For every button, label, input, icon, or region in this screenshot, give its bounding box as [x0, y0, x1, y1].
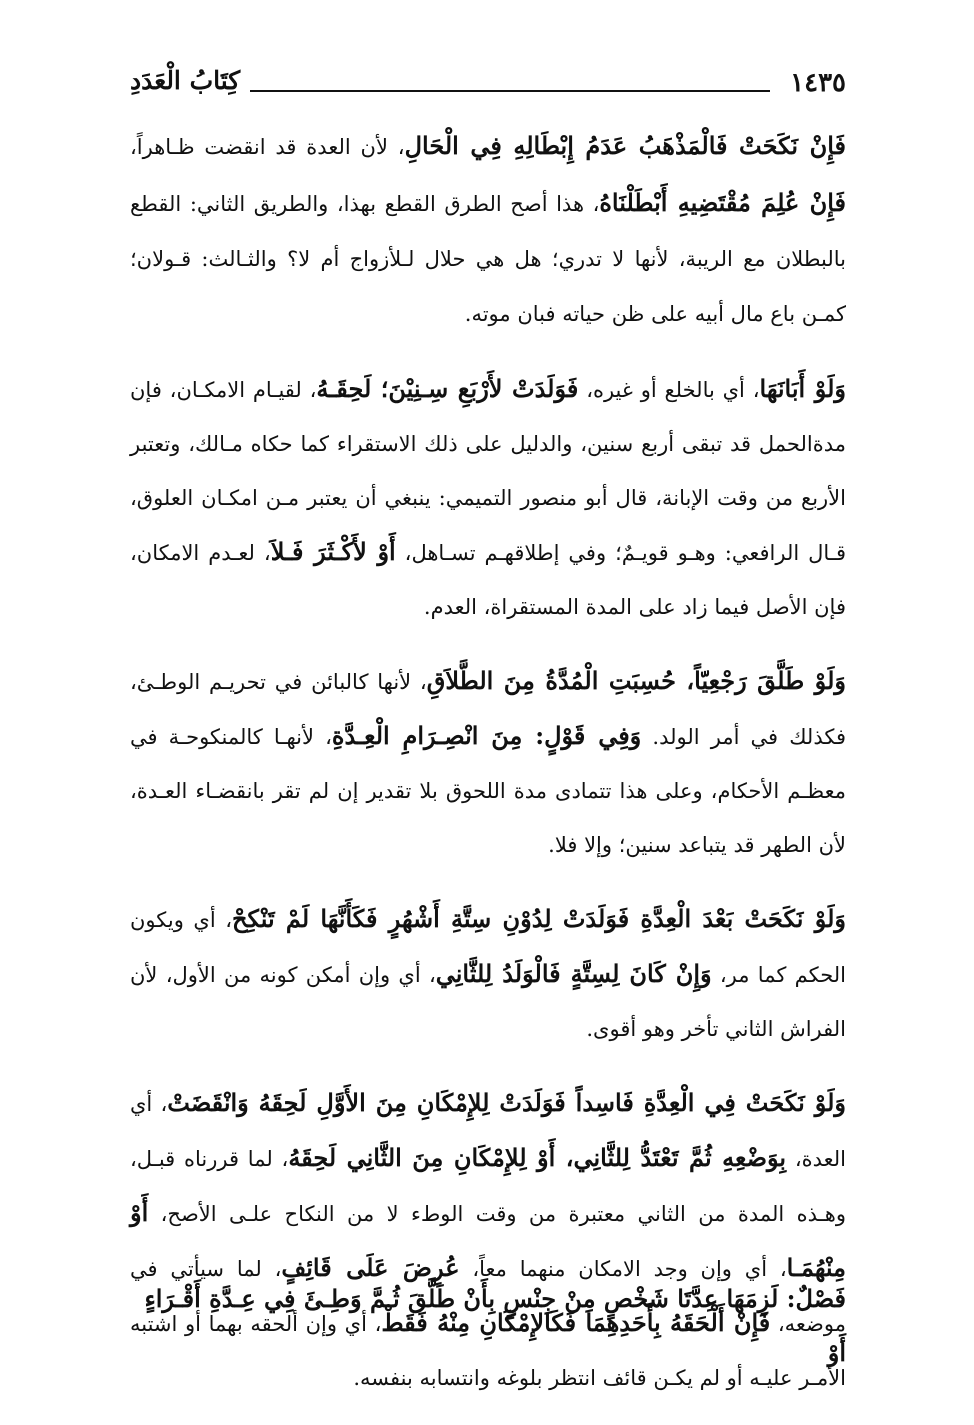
- book-title: كِتَابُ الْعَدَدِ: [130, 66, 241, 95]
- matn-text: أَوْ مِنْهُمَـا: [130, 1198, 847, 1282]
- matn-text: أَوْ لأَكْـثَرَ فَـلاَ: [270, 537, 396, 566]
- commentary-text: ، لعـدم الامكان، فإن الأصل فيما زاد على المدة المستقراة، العدم.: [130, 541, 846, 619]
- header-rule: [250, 90, 770, 92]
- matn-text: عُرِضَ عَلَى قَائِفٍ: [281, 1253, 460, 1282]
- commentary-text: ، لما قررناه قبـل، وهـذه المدة من الثاني معتبرة من وقت الوطء لا من النكاح علـى الأصح،: [130, 1147, 846, 1226]
- matn-text: وَفِي قَوْلٍ: مِنَ انْصِـرَامِ الْعِـدَّةِ: [331, 721, 642, 750]
- commentary-text: ، لأنها كالبائن في تحريـم الوطـئ، فكذلك في أمر الولد.: [130, 670, 846, 749]
- paragraph: [130, 892, 846, 1056]
- commentary-text: ، أي بالخلع أو غيره،: [578, 378, 760, 402]
- matn-text: وَلَوْ نَكَحَتْ بَعْدَ الْعِدَّةِ فَوَلَدَتْ لِدُوْنِ سِتَّةِ أَشْهُرٍ فَكَأَنَّهَا لَمْ تَنْكِحْ: [232, 904, 846, 933]
- commentary-text: ، لأنهـا كالمنكوحـة في معظـم الأحكام، وعلى هذا تتمادى مدة اللحوق بلا تقدير إن لم تقر بانقضـاء العـدة، لأن الطهر قد يتباعد سنين؛ وإلا فلا.: [130, 725, 846, 857]
- commentary-text: ، أي وإن ألحقه بهما أو اشتبه الأمـر عليـه أو لم يكـن قائف انتظر بلوغه وانتسابه بنفسه.: [130, 1312, 846, 1390]
- matn-text: فَإِنْ عُلِمَ مُقْتَضِيهِ أَبْطَلْنَاهُ: [599, 188, 846, 217]
- body-text: [130, 118, 846, 1425]
- commentary-text: ، لما سيأتي في موضعه،: [130, 1257, 846, 1336]
- matn-text: بِوَضْعِهِ ثُمَّ تَعْتَدُّ لِلثَّانِي، أَوْ لِلإِمْكَانِ مِنَ الثَّانِي لَحِقَهُ: [288, 1143, 787, 1172]
- commentary-text: ، لأن العدة قد انقضت ظـاهراً،: [130, 135, 405, 159]
- commentary-text: ، أي وإن وجد الامكان منهما معاً،: [459, 1257, 787, 1281]
- commentary-text: ، أي ويكون الحكم كما مر،: [130, 908, 846, 987]
- matn-text: وَلَوْ نَكَحَتْ فِي الْعِدَّةِ فَاسِداً فَوَلَدَتْ لِلإِمْكَانِ مِنَ الأَوَّلِ لَحِقَهُ وَانْقَضَتْ: [167, 1088, 846, 1117]
- commentary-text: ، لقيـام الامكـان، فإن مدةالحمل قد تبقى أربع سنين، والدليل على ذلك الاستقراء كما حكاه مـالك، وتعتبر الأربع من وقت الإبانة، قال أبو منصور التميمي: ينبغي أن يعتبر مـن امكـان العلوق، قـال الرافعي: وهـو قويـمٌ؛ وفي إطلاقهـم تسـاهل،: [130, 378, 846, 565]
- page-header: [130, 68, 846, 98]
- matn-text: فَوَلَدَتْ لأَرْبَعِ سِـنِيْنَ؛ لَحِقَـهُ: [316, 374, 579, 403]
- matn-text: فَإِنْ أَلْحَقَهُ بِأَحَدِهِمَا فَكَالإِمْكَانِ مِنْهُ فَقَطْ: [381, 1308, 771, 1337]
- matn-text: وَلَوْ طَلَّقَ رَجْعِيّاً، حُسِبَتِ الْمُدَّةُ مِنَ الطَّلاَقِ: [426, 666, 846, 695]
- paragraph: [130, 654, 846, 872]
- page-number: ١٤٣٥: [790, 68, 846, 98]
- matn-text: وَلَوْ أَبَانَهَا: [759, 374, 847, 403]
- next-section-heading: فَصْلٌ: لَزِمَهَا عِدَّتَا شَخْصٍ مِنْ جِنْسٍ بِأَنْ طَلَّقَ ثُـمَّ وَطِـئَ فِي عِـدَّةِ أَقْـرَاءٍ أَوْ: [144, 1284, 846, 1367]
- commentary-text: ، أي وإن أمكن كونه من الأول، لأن الفراش الثاني تأخر وهو أقوى.: [130, 963, 846, 1041]
- commentary-text: ، هذا أصح الطرق القطع بهذا، والطريق الثاني: القطع بالبطلان مع الريبة، لأنها لا تدري؛ هل هي حلال لـلأزواج أم لا؟ والثـالث: قـولان؛ كمـن باع مال أبيه على ظن حياته فبان موته.: [130, 192, 846, 326]
- matn-text: وَإِنْ كَانَ لِسِتَّةٍ فَالْوَلَدُ لِلثَّانِي: [435, 959, 712, 988]
- paragraph: [130, 118, 846, 342]
- matn-text: فَإِنْ نَكَحَتْ فَالْمَذْهَبُ عَدَمُ إِبْطَالِهِ فِي الْحَالِ: [404, 131, 846, 160]
- paragraph: [130, 362, 846, 634]
- commentary-text: ، أي العدة،: [130, 1092, 847, 1171]
